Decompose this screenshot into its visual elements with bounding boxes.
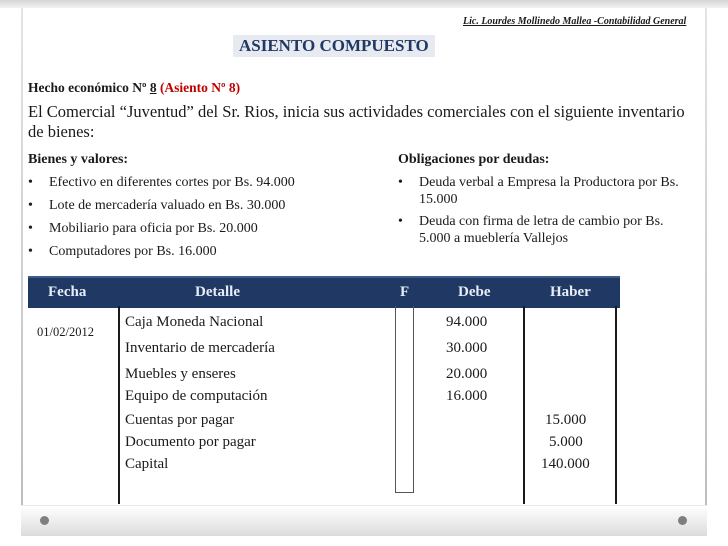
bullet-icon: • — [398, 175, 403, 190]
haber-cell: 5.000 — [549, 434, 583, 450]
list-item-text: Mobiliario para oficia por Bs. 20.000 — [49, 221, 258, 236]
header-f: F — [400, 284, 410, 300]
detalle-cell: Inventario de mercadería — [125, 340, 275, 356]
bullet-icon: • — [398, 214, 403, 229]
detalle-cell: Muebles y enseres — [125, 366, 236, 382]
page-title: ASIENTO COMPUESTO — [233, 35, 435, 57]
bullet-icon: • — [28, 198, 33, 213]
dot-right-decoration — [678, 516, 687, 525]
hecho-economico-heading — [28, 80, 240, 96]
header-detalle: Detalle — [195, 284, 240, 300]
debe-cell: 94.000 — [446, 314, 488, 330]
obligaciones-title: Obligaciones por deudas: — [398, 152, 550, 167]
frame-left-border — [21, 8, 23, 508]
column-divider-haber — [615, 306, 617, 504]
list-item — [398, 213, 696, 247]
detalle-cell: Caja Moneda Nacional — [125, 314, 264, 330]
column-divider-debe — [523, 306, 525, 504]
debe-cell: 30.000 — [446, 340, 488, 356]
header-haber: Haber — [550, 284, 591, 300]
asiento-reference: (Asiento Nº 8) — [156, 80, 241, 95]
hecho-label: Hecho económico Nº — [28, 80, 150, 95]
list-item — [28, 174, 368, 197]
column-divider-fecha — [118, 306, 120, 504]
header-fecha: Fecha — [48, 284, 87, 300]
detalle-cell: Documento por pagar — [125, 434, 256, 450]
haber-cell: 140.000 — [541, 456, 590, 472]
bienes-title: Bienes y valores: — [28, 152, 129, 167]
column-divider-f-right — [413, 306, 414, 493]
bullet-icon: • — [28, 221, 33, 236]
list-item-text: Lote de mercadería valuado en Bs. 30.000 — [49, 198, 286, 213]
author-line: Lic. Lourdes Mollinedo Mallea -Contabilidad General — [463, 16, 687, 27]
detalle-cell: Cuentas por pagar — [125, 412, 235, 428]
haber-cell: 15.000 — [545, 412, 587, 428]
column-divider-f-left — [395, 306, 396, 493]
bullet-icon: • — [28, 244, 33, 259]
intro-paragraph: El Comercial “Juventud” del Sr. Rios, inicia sus actividades comerciales con el siguiente inventario de bienes: — [28, 102, 685, 141]
header-debe: Debe — [458, 284, 491, 300]
bottom-bar — [21, 505, 707, 536]
detalle-cell: Equipo de computación — [125, 388, 268, 404]
journal-table-header — [28, 276, 620, 308]
list-item — [398, 174, 696, 208]
fecha-value: 01/02/2012 — [37, 325, 94, 339]
list-item-text: Deuda verbal a Empresa la Productora por Bs. 15.000 — [419, 175, 679, 207]
list-item — [28, 243, 368, 266]
debe-cell: 20.000 — [446, 366, 488, 382]
list-item — [28, 197, 368, 220]
bienes-list — [28, 174, 368, 266]
bullet-icon: • — [28, 175, 33, 190]
frame-right-border — [705, 8, 707, 508]
list-item-text: Deuda con firma de letra de cambio por Bs. 5.000 a mueblería Vallejos — [419, 214, 664, 246]
list-item-text: Computadores por Bs. 16.000 — [49, 244, 217, 259]
debe-cell: 16.000 — [446, 388, 488, 404]
dot-left-decoration — [40, 516, 49, 525]
list-item-text: Efectivo en diferentes cortes por Bs. 94.000 — [49, 175, 295, 190]
list-item — [28, 220, 368, 243]
f-column-bottom-line — [395, 492, 414, 493]
hecho-number: 8 — [149, 80, 157, 95]
detalle-cell: Capital — [125, 456, 169, 472]
obligaciones-list — [398, 174, 696, 252]
top-bar — [0, 0, 728, 8]
